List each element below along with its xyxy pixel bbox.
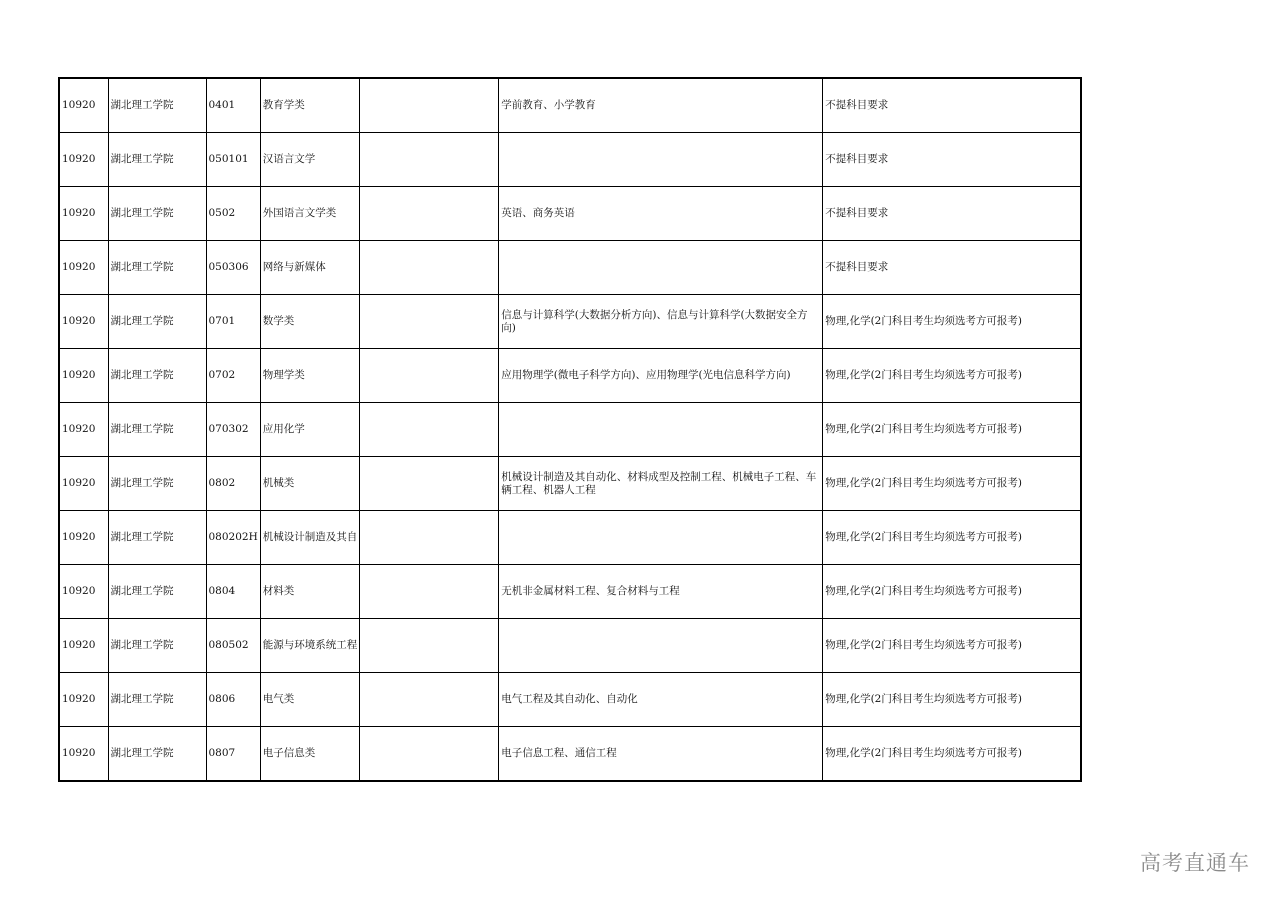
school-code-cell: 10920 [59, 673, 108, 727]
major-name-cell: 汉语言文学 [260, 133, 360, 187]
included-majors-cell: 电子信息工程、通信工程 [499, 727, 823, 782]
note-cell [360, 727, 499, 782]
major-code-cell: 0502 [206, 187, 260, 241]
table-row [59, 457, 1081, 511]
school-code-cell: 10920 [59, 295, 108, 349]
school-code-cell: 10920 [59, 727, 108, 782]
included-majors-cell: 信息与计算科学(大数据分析方向)、信息与计算科学(大数据安全方向) [499, 295, 823, 349]
included-majors-cell: 应用物理学(微电子科学方向)、应用物理学(光电信息科学方向) [499, 349, 823, 403]
major-name-cell: 外国语言文学类 [260, 187, 360, 241]
school-name-cell: 湖北理工学院 [108, 727, 206, 782]
table-row [59, 241, 1081, 295]
table-row [59, 727, 1081, 782]
major-requirements-table [58, 77, 1082, 782]
school-name-cell: 湖北理工学院 [108, 187, 206, 241]
school-name-cell: 湖北理工学院 [108, 403, 206, 457]
major-code-cell: 0401 [206, 78, 260, 133]
table-row [59, 511, 1081, 565]
school-name-cell: 湖北理工学院 [108, 565, 206, 619]
school-code-cell: 10920 [59, 241, 108, 295]
subject-requirement-cell: 物理,化学(2门科目考生均须选考方可报考) [823, 349, 1081, 403]
table-row [59, 187, 1081, 241]
major-name-cell: 电子信息类 [260, 727, 360, 782]
school-code-cell: 10920 [59, 565, 108, 619]
school-name-cell: 湖北理工学院 [108, 241, 206, 295]
included-majors-cell: 英语、商务英语 [499, 187, 823, 241]
table-body [59, 78, 1081, 781]
note-cell [360, 187, 499, 241]
table-row [59, 673, 1081, 727]
note-cell [360, 349, 499, 403]
school-code-cell: 10920 [59, 187, 108, 241]
major-code-cell: 050306 [206, 241, 260, 295]
school-code-cell: 10920 [59, 457, 108, 511]
major-name-cell: 网络与新媒体 [260, 241, 360, 295]
table-row [59, 565, 1081, 619]
included-majors-cell [499, 133, 823, 187]
table-row [59, 403, 1081, 457]
included-majors-cell [499, 403, 823, 457]
included-majors-cell [499, 241, 823, 295]
included-majors-cell [499, 511, 823, 565]
major-name-cell: 教育学类 [260, 78, 360, 133]
major-code-cell: 0802 [206, 457, 260, 511]
school-name-cell: 湖北理工学院 [108, 619, 206, 673]
school-code-cell: 10920 [59, 403, 108, 457]
subject-requirement-cell: 不提科目要求 [823, 241, 1081, 295]
included-majors-cell: 学前教育、小学教育 [499, 78, 823, 133]
included-majors-cell: 无机非金属材料工程、复合材料与工程 [499, 565, 823, 619]
school-name-cell: 湖北理工学院 [108, 673, 206, 727]
subject-requirement-cell: 不提科目要求 [823, 78, 1081, 133]
major-name-cell: 物理学类 [260, 349, 360, 403]
included-majors-cell: 电气工程及其自动化、自动化 [499, 673, 823, 727]
note-cell [360, 511, 499, 565]
note-cell [360, 619, 499, 673]
table-row [59, 133, 1081, 187]
table-row [59, 349, 1081, 403]
note-cell [360, 457, 499, 511]
school-code-cell: 10920 [59, 78, 108, 133]
school-code-cell: 10920 [59, 349, 108, 403]
major-code-cell: 0806 [206, 673, 260, 727]
note-cell [360, 403, 499, 457]
school-name-cell: 湖北理工学院 [108, 349, 206, 403]
note-cell [360, 295, 499, 349]
note-cell [360, 133, 499, 187]
major-name-cell: 应用化学 [260, 403, 360, 457]
major-code-cell: 050101 [206, 133, 260, 187]
subject-requirement-cell: 物理,化学(2门科目考生均须选考方可报考) [823, 511, 1081, 565]
major-code-cell: 0804 [206, 565, 260, 619]
subject-requirement-cell: 物理,化学(2门科目考生均须选考方可报考) [823, 457, 1081, 511]
watermark-text: 高考直通车 [1140, 851, 1250, 875]
major-code-cell: 080502 [206, 619, 260, 673]
school-code-cell: 10920 [59, 511, 108, 565]
school-name-cell: 湖北理工学院 [108, 457, 206, 511]
included-majors-cell: 机械设计制造及其自动化、材料成型及控制工程、机械电子工程、车辆工程、机器人工程 [499, 457, 823, 511]
major-name-cell: 材料类 [260, 565, 360, 619]
subject-requirement-cell: 物理,化学(2门科目考生均须选考方可报考) [823, 565, 1081, 619]
note-cell [360, 241, 499, 295]
subject-requirement-cell: 不提科目要求 [823, 187, 1081, 241]
table-row [59, 78, 1081, 133]
school-code-cell: 10920 [59, 133, 108, 187]
table-row [59, 295, 1081, 349]
subject-requirement-cell: 物理,化学(2门科目考生均须选考方可报考) [823, 403, 1081, 457]
major-code-cell: 0807 [206, 727, 260, 782]
major-name-cell: 能源与环境系统工程 [260, 619, 360, 673]
school-name-cell: 湖北理工学院 [108, 133, 206, 187]
school-name-cell: 湖北理工学院 [108, 295, 206, 349]
note-cell [360, 673, 499, 727]
major-code-cell: 080202H [206, 511, 260, 565]
subject-requirement-cell: 物理,化学(2门科目考生均须选考方可报考) [823, 619, 1081, 673]
note-cell [360, 565, 499, 619]
major-name-cell: 机械设计制造及其自 [260, 511, 360, 565]
major-name-cell: 数学类 [260, 295, 360, 349]
major-code-cell: 0701 [206, 295, 260, 349]
major-code-cell: 0702 [206, 349, 260, 403]
school-name-cell: 湖北理工学院 [108, 78, 206, 133]
major-name-cell: 机械类 [260, 457, 360, 511]
subject-requirement-cell: 物理,化学(2门科目考生均须选考方可报考) [823, 295, 1081, 349]
major-code-cell: 070302 [206, 403, 260, 457]
major-name-cell: 电气类 [260, 673, 360, 727]
subject-requirement-cell: 物理,化学(2门科目考生均须选考方可报考) [823, 673, 1081, 727]
school-code-cell: 10920 [59, 619, 108, 673]
school-name-cell: 湖北理工学院 [108, 511, 206, 565]
table-row [59, 619, 1081, 673]
note-cell [360, 78, 499, 133]
subject-requirement-cell: 物理,化学(2门科目考生均须选考方可报考) [823, 727, 1081, 782]
included-majors-cell [499, 619, 823, 673]
subject-requirement-cell: 不提科目要求 [823, 133, 1081, 187]
